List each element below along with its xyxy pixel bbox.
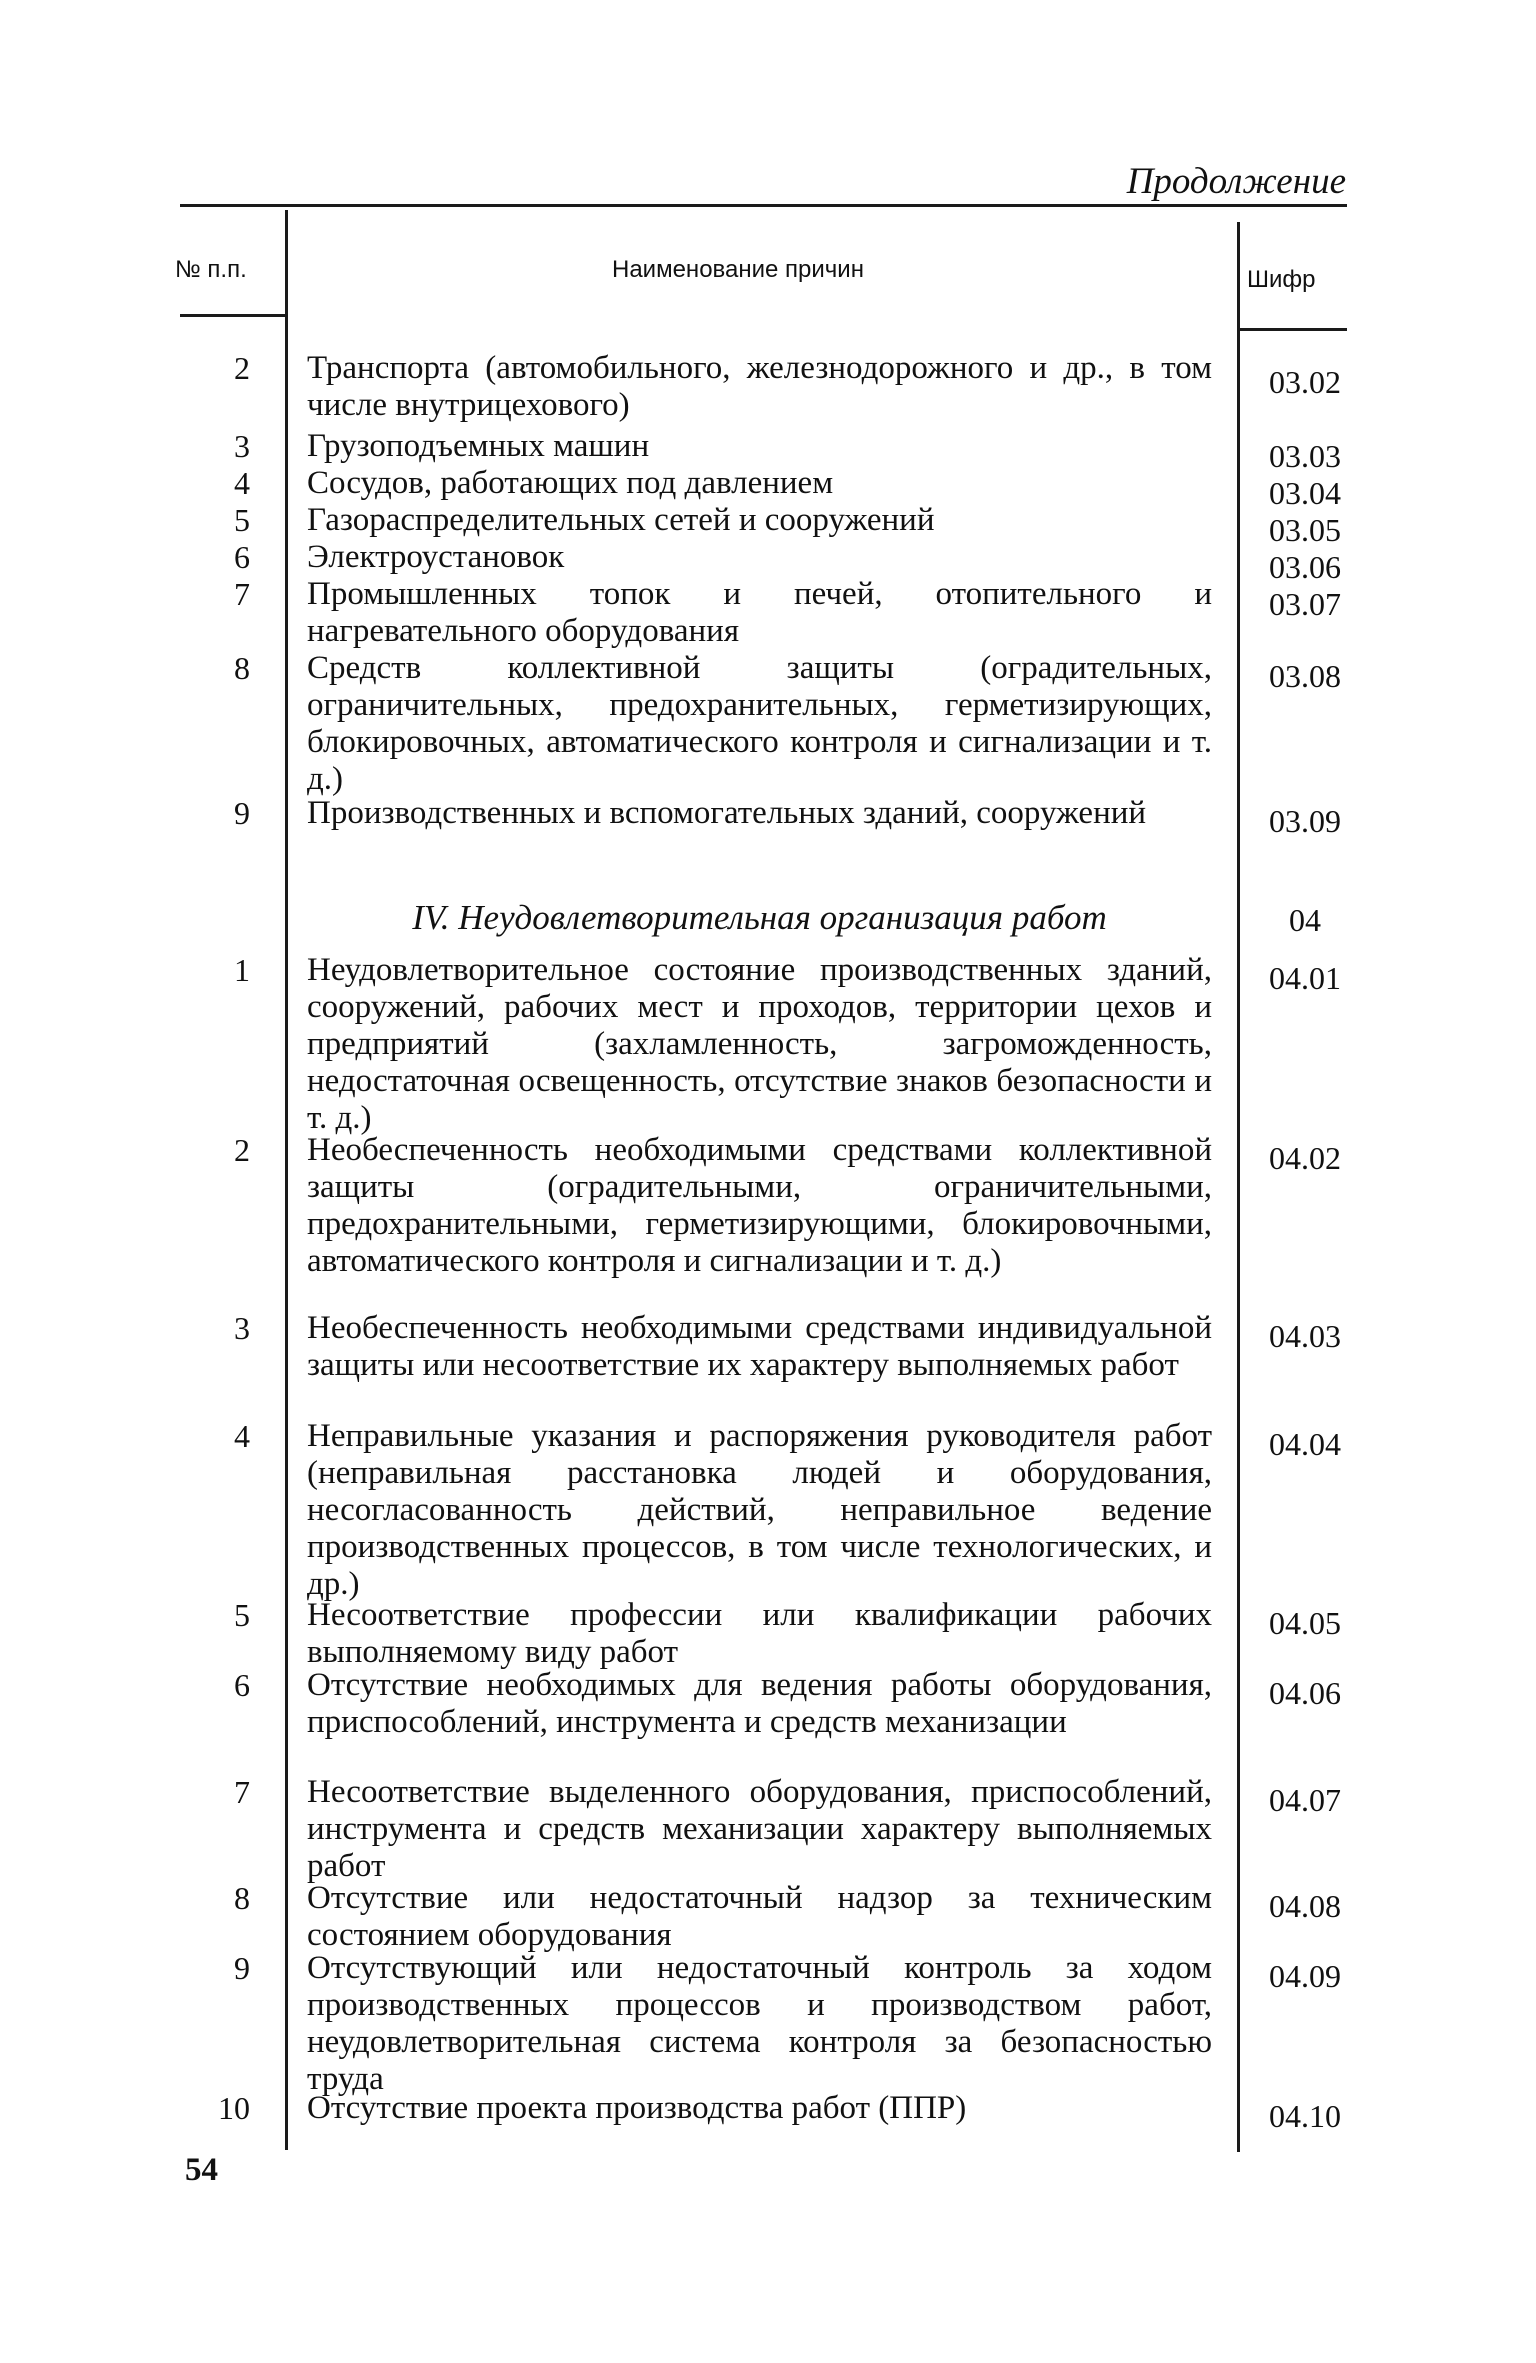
row-code: 04.06 (1269, 1675, 1341, 1711)
row-number: 7 (234, 1774, 250, 1810)
row-number: 5 (234, 502, 250, 538)
row-text: Электроустановок (307, 539, 565, 575)
row-number: 4 (234, 465, 250, 501)
header-num: № п.п. (175, 256, 247, 283)
row-number: 2 (234, 350, 250, 386)
row-code: 03.03 (1269, 438, 1341, 474)
header-top-rule (180, 204, 1347, 207)
row-code: 03.05 (1269, 512, 1341, 548)
row-code: 04.02 (1269, 1140, 1341, 1176)
row-text: Газораспределительных сетей и сооружений (307, 502, 935, 538)
row-code: 04.01 (1269, 960, 1341, 996)
row-code: 04.08 (1269, 1888, 1341, 1924)
header-name: Наименование причин (612, 256, 864, 283)
row-number: 5 (234, 1597, 250, 1633)
row-code: 03.07 (1269, 586, 1341, 622)
section-title: IV. Неудовлетворительная организация работ (412, 898, 1107, 937)
row-text: Транспорта (автомобильного, железнодорожного и др., в том числе внутрицехового) (307, 350, 1212, 423)
row-code: 04.04 (1269, 1426, 1341, 1462)
row-number: 1 (234, 952, 250, 988)
row-text: Необеспеченность необходимыми средствами индивидуальной защиты или несоответствие их характеру выполняемых работ (307, 1310, 1212, 1383)
row-text: Неправильные указания и распоряжения руководителя работ (неправильная расстановка людей и оборудования, несогласованность действий, неправильное ведение производственных процессов, в том числе технологических, и др.) (307, 1418, 1212, 1602)
row-text: Отсутствие или недостаточный надзор за техническим состоянием оборудования (307, 1880, 1212, 1953)
row-number: 6 (234, 539, 250, 575)
header-code: Шифр (1247, 266, 1316, 293)
column-divider-left (285, 210, 288, 2150)
row-code: 04.07 (1269, 1782, 1341, 1818)
row-text: Промышленных топок и печей, отопительного и нагревательного оборудования (307, 576, 1212, 649)
row-text: Средств коллективной защиты (оградительных, ограничительных, предохранительных, герметизирующих, блокировочных, автоматического контроля и сигнализации и т. д.) (307, 650, 1212, 797)
row-text: Отсутствие необходимых для ведения работы оборудования, приспособлений, инструмента и средств механизации (307, 1667, 1212, 1740)
row-text: Несоответствие профессии или квалификации рабочих выполняемому виду работ (307, 1597, 1212, 1670)
row-code: 04.05 (1269, 1605, 1341, 1641)
row-text: Отсутствующий или недостаточный контроль за ходом производственных процессов и производством работ, неудовлетворительная система контроля за безопасностью труда (307, 1950, 1212, 2097)
row-text: Производственных и вспомогательных зданий, сооружений (307, 795, 1147, 831)
row-code: 04.03 (1269, 1318, 1341, 1354)
row-text: Сосудов, работающих под давлением (307, 465, 834, 501)
row-code: 04.10 (1269, 2098, 1341, 2134)
section-code: 04 (1289, 902, 1321, 938)
row-number: 8 (234, 1880, 250, 1916)
row-number: 3 (234, 1310, 250, 1346)
row-number: 10 (218, 2090, 250, 2126)
continuation-label: Продолжение (1126, 161, 1346, 202)
row-text: Отсутствие проекта производства работ (ППР) (307, 2090, 967, 2126)
row-code: 04.09 (1269, 1958, 1341, 1994)
row-number: 9 (234, 1950, 250, 1986)
row-number: 8 (234, 650, 250, 686)
row-text: Необеспеченность необходимыми средствами коллективной защиты (оградительными, ограничительными, предохранительными, герметизирующими, блокировочными, автоматического контроля и сигнализации и т. д.) (307, 1132, 1212, 1279)
row-code: 03.02 (1269, 364, 1341, 400)
row-code: 03.06 (1269, 549, 1341, 585)
row-code: 03.08 (1269, 658, 1341, 694)
row-number: 2 (234, 1132, 250, 1168)
page-number: 54 (185, 2152, 218, 2188)
row-number: 3 (234, 428, 250, 464)
row-number: 7 (234, 576, 250, 612)
row-number: 4 (234, 1418, 250, 1454)
row-code: 03.04 (1269, 475, 1341, 511)
row-number: 9 (234, 795, 250, 831)
header-bottom-rule (180, 314, 287, 317)
row-code: 03.09 (1269, 803, 1341, 839)
row-text: Грузоподъемных машин (307, 428, 650, 464)
row-number: 6 (234, 1667, 250, 1703)
row-text: Неудовлетворительное состояние производственных зданий, сооружений, рабочих мест и проходов, территории цехов и предприятий (захламленность, загроможденность, недостаточная освещенность, отсутствие знаков безопасности и т. д.) (307, 952, 1212, 1136)
header-bottom-rule-right (1237, 328, 1347, 331)
row-text: Несоответствие выделенного оборудования, приспособлений, инструмента и средств механизации характеру выполняемых работ (307, 1774, 1212, 1884)
